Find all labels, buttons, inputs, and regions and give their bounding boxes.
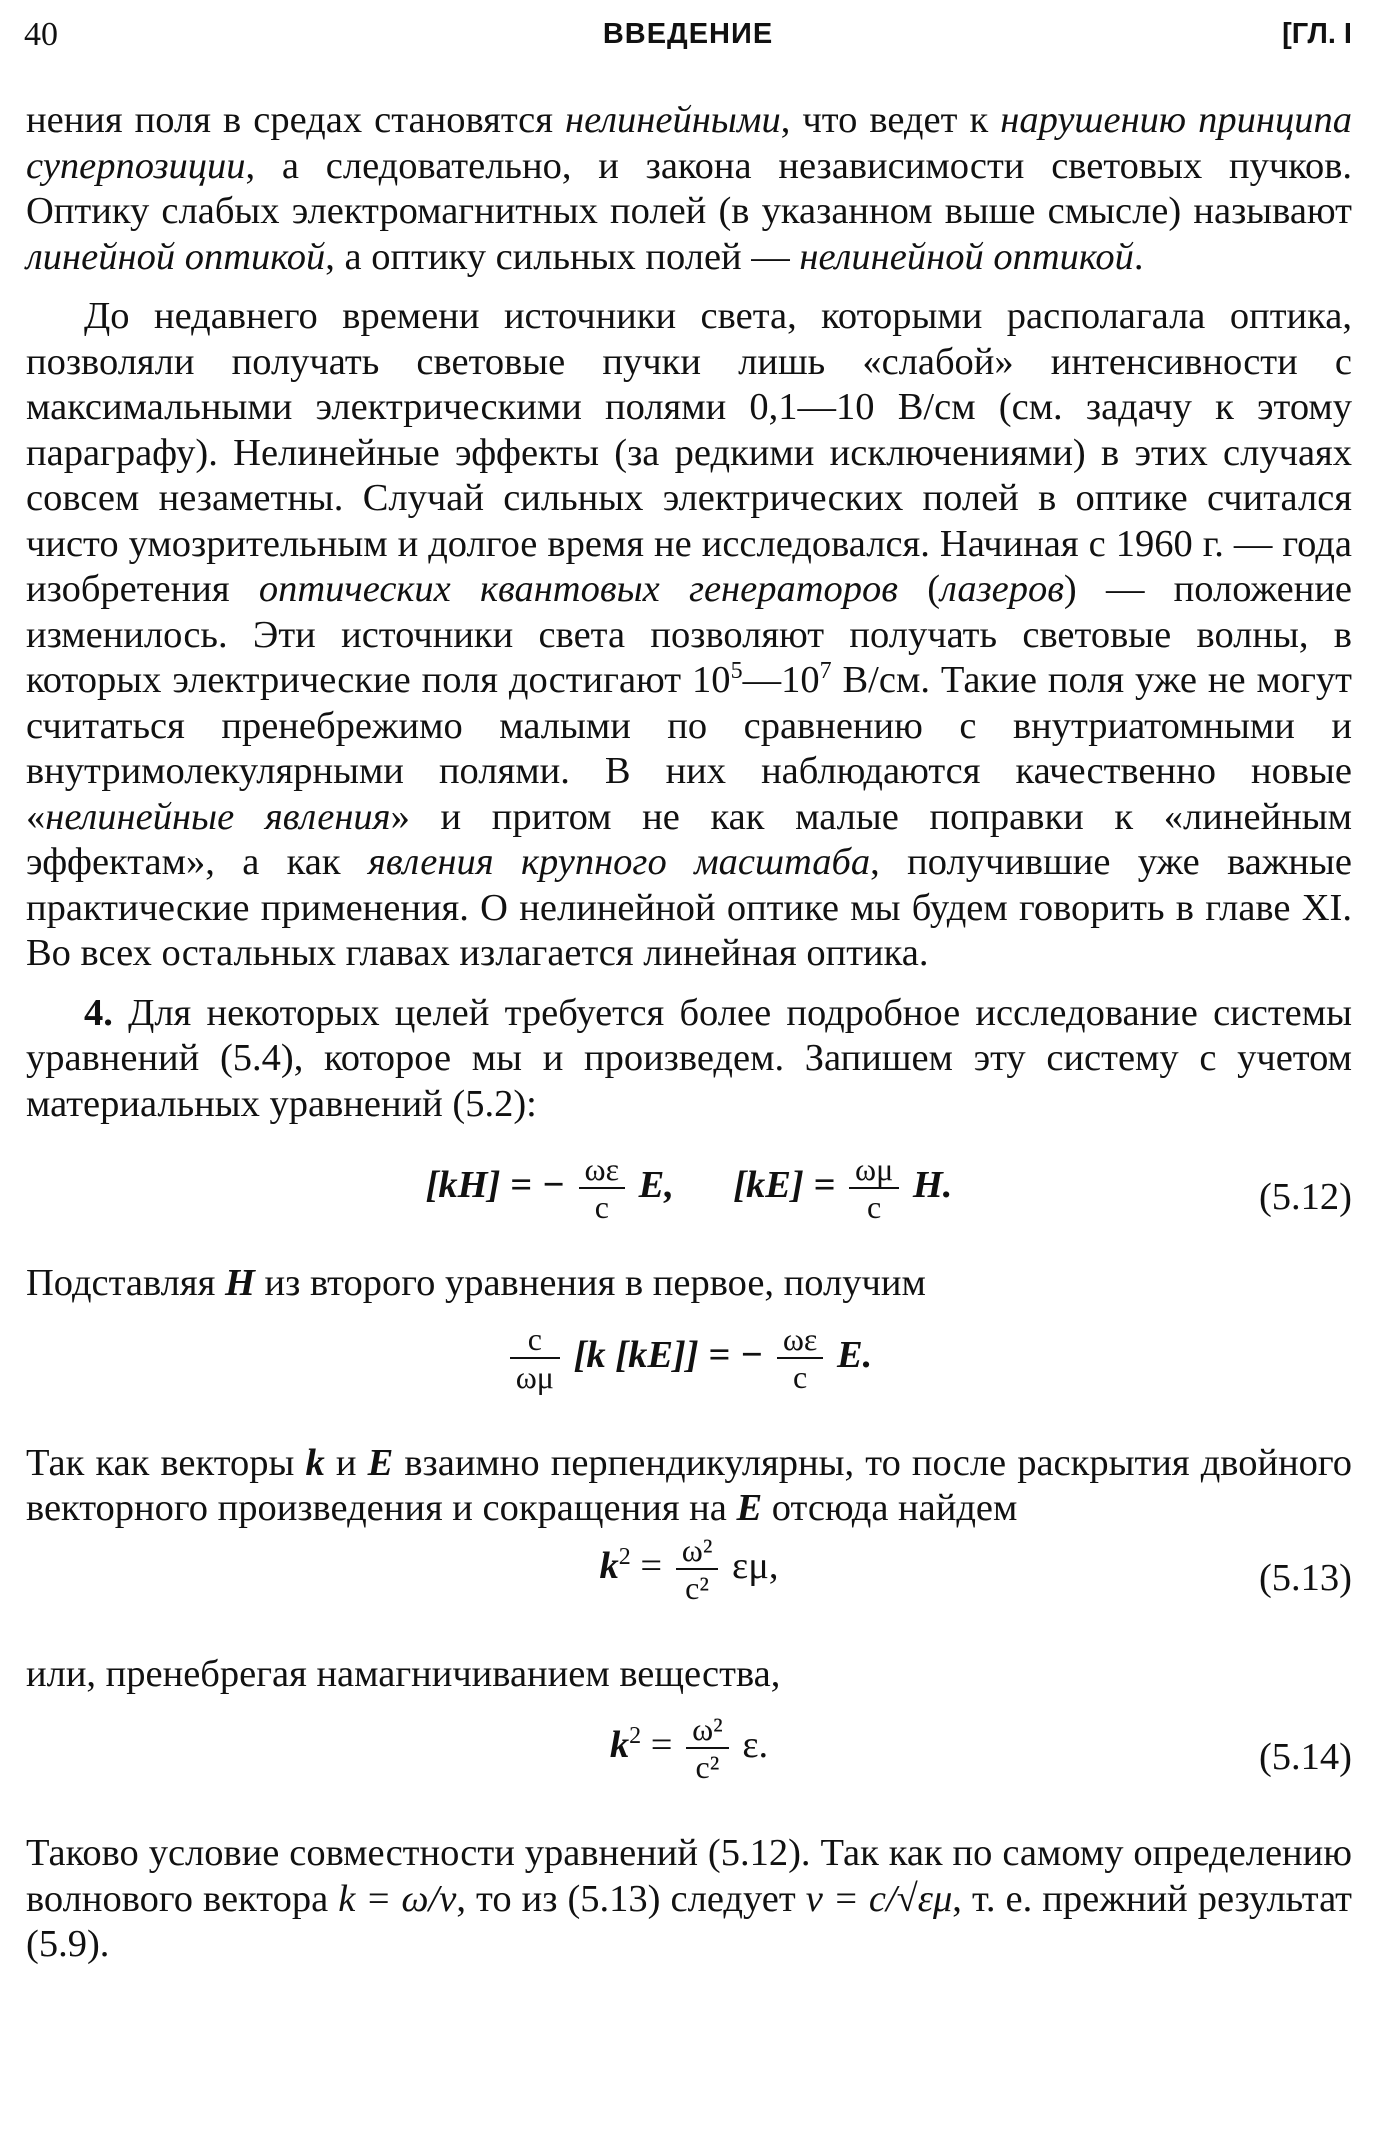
text-run: Для некоторых целей требуется более подробное исследование системы уравнений (5.4), которое мы и произведем. Запишем эту систему с учетом материальных уравнений (5.2): [26,991,1352,1125]
equation-5-14 [26,1711,1352,1807]
denominator: ωμ [515,1358,554,1395]
main-text [26,98,1352,1968]
paragraph-compatibility [26,1831,1352,1968]
fraction [777,1321,824,1395]
page-number: 40 [24,16,58,53]
equation-5-13 [26,1532,1352,1628]
text-run: , а оптику сильных полей — [325,235,800,278]
numerator: ωμ [849,1151,899,1189]
eq-term: [kH] = − [425,1163,565,1206]
term-large-scale: явления крупного масштаба [367,841,871,883]
text-run: Таково условие совместности уравнений (5.12). Так как по самому определению волнового вектора [26,1832,1352,1920]
equation-substituted [26,1321,1352,1417]
text-run: Так как векторы [26,1441,306,1484]
text-run: ( [898,568,941,610]
symbol-H: H [224,1262,255,1304]
numerator: ω² [686,1711,729,1749]
eq-term: εμ, [732,1544,779,1587]
running-title: ВВЕДЕНИЕ [602,18,774,50]
text-run: из второго уравнения в первое, получим [254,1262,926,1304]
text-run: нения поля в средах становятся [26,99,565,141]
paragraph-nonlinear-definition [26,98,1352,280]
exponent: 2 [629,1723,642,1749]
symbol-E: E [367,1441,394,1484]
denominator: c [867,1189,882,1225]
text-run: взаимно перпендикулярны, то после раскрытия двойного векторного произведения и сокращения на [26,1441,1353,1529]
exponent: 2 [618,1543,631,1570]
eq-term: = [630,1544,672,1587]
term-nonlinear: нелинейными [565,99,781,141]
symbol-k: k [305,1441,325,1484]
text-run: и [324,1441,368,1484]
exponent: 5 [730,658,743,685]
eq-term: [kE] = [733,1163,836,1206]
text-run: , а следовательно, и закона независимости световых пучков. Оптику слабых электромагнитных полей (в указанном выше смысле) называют [26,144,1352,232]
term-nonlinear-phenomena: нелинейные явления [45,795,391,838]
text-run: —10 [742,659,820,701]
text-run: . [1133,235,1144,278]
text-run: , т. е. прежний результат (5.9). [26,1877,1352,1965]
text-run: В/см. Такие поля уже не могут считаться пренебрежимо малыми по сравнению с внутриатомными и внутримолекулярными полями. В них наблюдаются качественно новые « [26,659,1352,838]
symbol-E: E [736,1487,763,1529]
term-superposition: нарушению принципа суперпозиции [26,99,1352,187]
denominator: c [594,1189,609,1225]
term-quantum-generators: оптических квантовых генераторов [258,568,899,610]
eq-term: E, [638,1163,674,1206]
eq-term: [k [kE]] = − [573,1333,764,1376]
text-run: , то из (5.13) следует [456,1877,806,1920]
term-linear-optics: линейной оптикой [26,235,326,278]
eq-term: = [641,1723,683,1766]
text-run: , получившие уже важные практические применения. О нелинейной оптике мы будем говорить в главе XI. Во всех остальных главах излагается линейная оптика. [26,841,1352,974]
equation-5-12 [26,1151,1352,1247]
eq-term: H. [912,1163,953,1206]
fraction [510,1321,560,1395]
denominator: c² [685,1569,709,1606]
fraction [676,1532,719,1606]
text-run: отсюда найдем [762,1487,1018,1529]
text-run: , что ведет к [780,99,1001,141]
formula-wave-vector: k = ω/v [338,1877,457,1920]
text-run: Подставляя [26,1262,225,1304]
fraction [849,1151,899,1225]
paragraph-lasers [26,294,1352,977]
numerator: c [510,1321,560,1359]
text-run: » и притом не как малые поправки к «линейным эффектам», а как [26,795,1353,883]
denominator: c [792,1358,808,1395]
item-number: 4. [84,991,113,1034]
formula-phase-velocity: v = c/√εμ [805,1877,953,1920]
equation-number: (5.13) [1258,1556,1352,1599]
paragraph-perpendicular [26,1441,1352,1532]
eq-term: k [609,1723,630,1766]
paragraph-substitution [26,1261,1352,1307]
term-nonlinear-optics: нелинейной оптикой [799,235,1134,278]
numerator: ω² [676,1532,719,1570]
paragraph-neglect-magnetization [26,1652,1352,1698]
equation-number: (5.14) [1258,1736,1352,1778]
eq-term: k [599,1544,619,1587]
fraction [579,1151,626,1225]
equation-number: (5.12) [1258,1176,1352,1218]
paragraph-section-4 [26,991,1352,1128]
exponent: 7 [819,658,832,685]
eq-term: E. [836,1333,873,1376]
term-lasers: лазеров [940,568,1064,610]
chapter-label: [ГЛ. I [1282,18,1352,50]
eq-term: ε. [742,1723,769,1766]
text-run: ) — положение изменилось. Эти источники света позволяют получать световые волны, в которых электрические поля достигают 10 [26,568,1353,701]
fraction [686,1711,729,1785]
running-header [24,16,1352,64]
text-run: или, пренебрегая намагничиванием вещества, [26,1652,781,1695]
numerator: ωε [777,1321,824,1359]
denominator: c² [695,1749,720,1785]
text-run: До недавнего времени источники света, которыми располагала оптика, позволяли получать световые пучки лишь «слабой» интенсивности с максимальными электрическими полями 0,1—10 В/см (см. задачу к этому параграфу). Нелинейные эффекты (за редкими исключениями) в этих случаях совсем незаметны. Случай сильных электрических полей в оптике считался чисто умозрительным и долгое время не исследовался. Начиная с 1960 г. — года изобретения [26,295,1352,610]
numerator: ωε [579,1151,626,1189]
